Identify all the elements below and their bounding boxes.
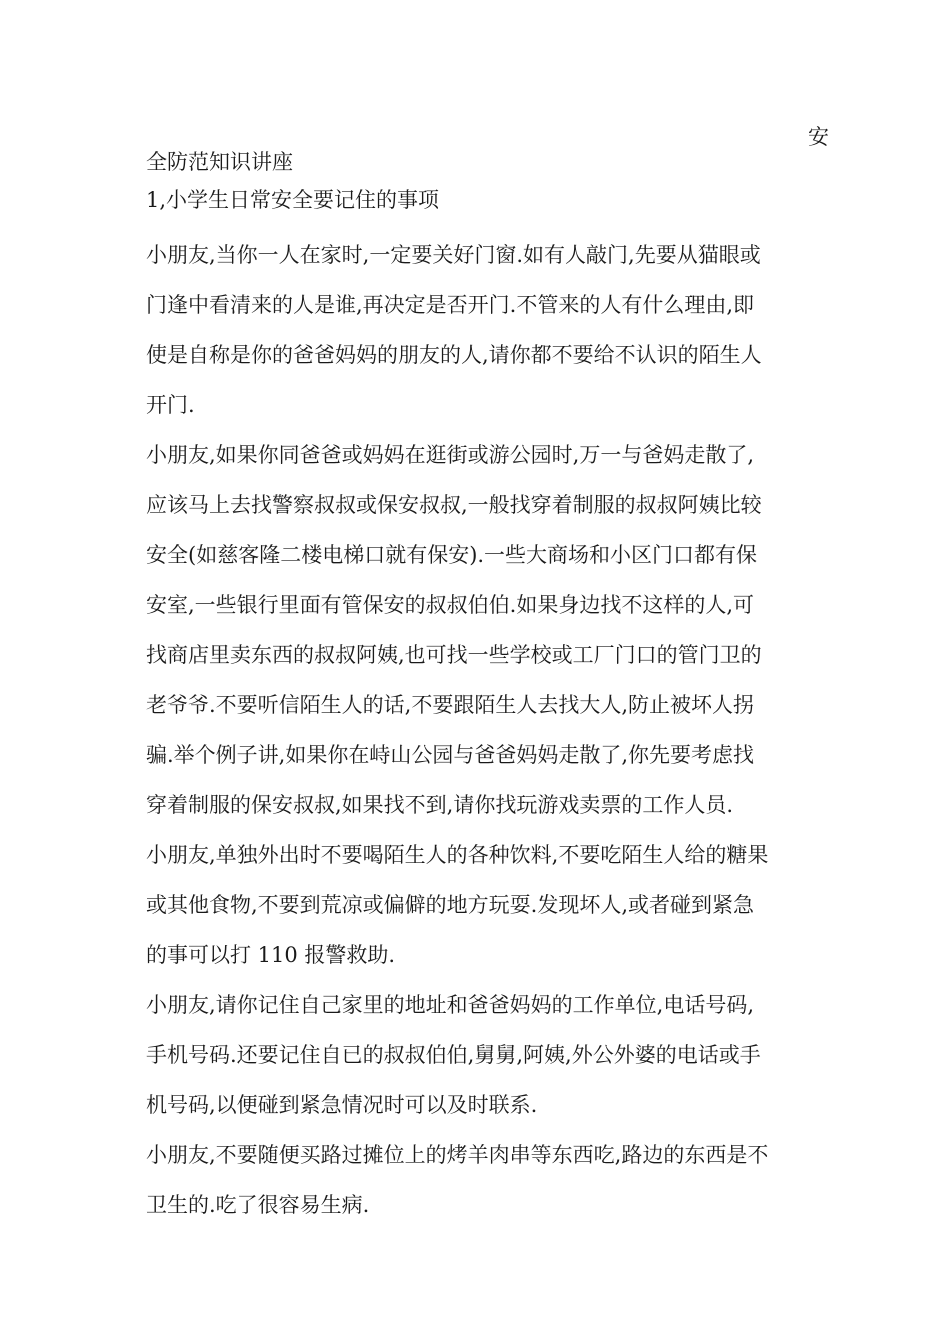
text-line: 卫生的.吃了很容易生病. <box>146 1193 370 1217</box>
text-line: 安室,一些银行里面有管保安的叔叔伯伯.如果身边找不这样的人,可 <box>146 593 755 617</box>
text-line: 小朋友,如果你同爸爸或妈妈在逛街或游公园时,万一与爸妈走散了, <box>146 443 755 467</box>
text-line: 门逢中看清来的人是谁,再决定是否开门.不管来的人有什么理由,即 <box>146 293 755 317</box>
document-title: 全防范知识讲座 <box>146 150 293 174</box>
text-line: 骗.举个例子讲,如果你在峙山公园与爸爸妈妈走散了,你先要考虑找 <box>146 743 755 767</box>
text-line: 或其他食物,不要到荒凉或偏僻的地方玩耍.发现坏人,或者碰到紧急 <box>146 893 755 917</box>
text-line: 开门. <box>146 393 195 417</box>
paragraph-5 <box>146 1130 816 1230</box>
text-line: 穿着制服的保安叔叔,如果找不到,请你找玩游戏卖票的工作人员. <box>146 793 734 817</box>
text-line: 小朋友,请你记住自己家里的地址和爸爸妈妈的工作单位,电话号码, <box>146 993 755 1017</box>
text-line: 安全(如慈客隆二楼电梯口就有保安).一些大商场和小区门口都有保 <box>146 543 758 567</box>
text-line: 手机号码.还要记住自已的叔叔伯伯,舅舅,阿姨,外公外婆的电话或手 <box>146 1043 761 1067</box>
text-line: 找商店里卖东西的叔叔阿姨,也可找一些学校或工厂门口的管门卫的 <box>146 643 762 667</box>
paragraph-3 <box>146 830 816 980</box>
text-line: 老爷爷.不要听信陌生人的话,不要跟陌生人去找大人,防止被坏人拐 <box>146 693 755 717</box>
text-line: 小朋友,当你一人在家时,一定要关好门窗.如有人敲门,先要从猫眼或 <box>146 243 761 267</box>
section-heading: 1,小学生日常安全要记住的事项 <box>146 188 440 212</box>
text-line: 的事可以打 110 报警救助. <box>146 943 396 967</box>
text-line: 小朋友,不要随便买路过摊位上的烤羊肉串等东西吃,路边的东西是不 <box>146 1143 769 1167</box>
text-line: 机号码,以便碰到紧急情况时可以及时联系. <box>146 1093 538 1117</box>
paragraph-2 <box>146 430 816 830</box>
text-line: 使是自称是你的爸爸妈妈的朋友的人,请你都不要给不认识的陌生人 <box>146 343 762 367</box>
paragraph-1 <box>146 230 816 430</box>
text-line: 应该马上去找警察叔叔或保安叔叔,一般找穿着制服的叔叔阿姨比较 <box>146 493 762 517</box>
title-first-char: 安 <box>808 125 829 149</box>
paragraph-4 <box>146 980 816 1130</box>
body-text <box>146 230 816 1230</box>
text-line: 小朋友,单独外出时不要喝陌生人的各种饮料,不要吃陌生人给的糖果 <box>146 843 769 867</box>
